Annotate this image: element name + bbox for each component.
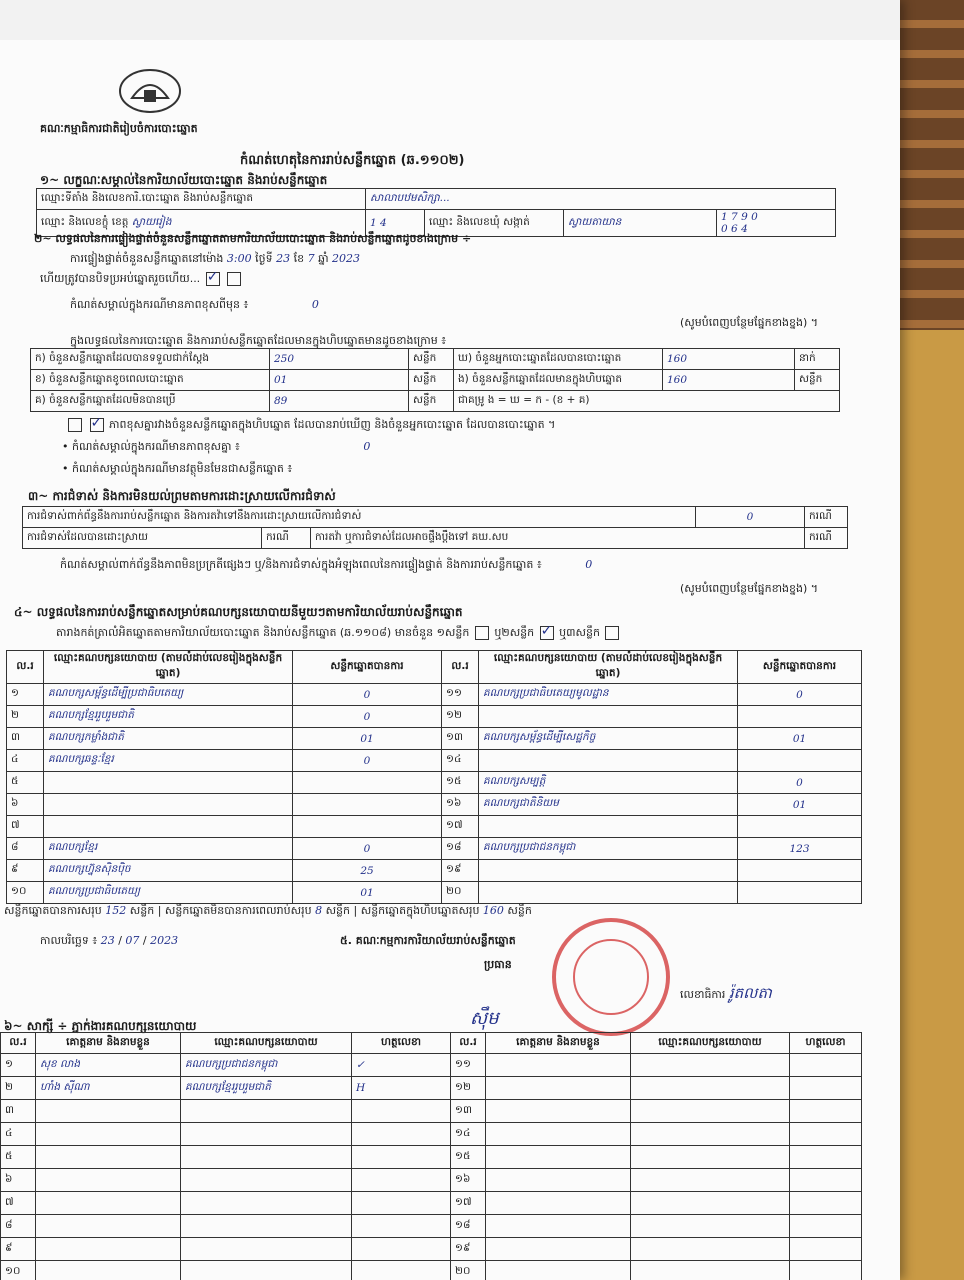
date-line: កាលបរិច្ឆេទ ៖ 23 / 07 / 2023 xyxy=(40,934,179,947)
party-name xyxy=(479,816,738,838)
spoiled-label: ខ) ចំនួនសន្លឹកឆ្នោតខូចពេលបោះឆ្នោត xyxy=(31,370,270,391)
witness-name xyxy=(36,1261,181,1280)
objection-row2: ការជំទាស់ដែលបានដោះស្រាយ xyxy=(23,528,262,549)
row-no: ១១ xyxy=(451,1054,486,1077)
party-results-table xyxy=(6,650,862,904)
chair-signature: ស៊ឹម xyxy=(470,1008,499,1029)
vote-count: 01 xyxy=(738,794,862,816)
witness-party xyxy=(631,1146,790,1169)
table-row xyxy=(7,882,862,904)
row-no: ៨ xyxy=(1,1215,36,1238)
section4-heading: ៤~ លទ្ធផលនៃការរាប់សន្លឹកឆ្នោតសម្រាប់គណបក្សនយោបាយនីមួយៗតាមការិយាល័យរាប់សន្លឹកឆ្នោត xyxy=(14,605,463,619)
party-name: គណបក្សខ្មែរ xyxy=(44,838,293,860)
month-value: 7 xyxy=(307,252,315,265)
col-no: ល.រ xyxy=(442,651,479,684)
party-name xyxy=(44,794,293,816)
witness-name xyxy=(486,1261,631,1280)
col-votes: សន្លឹកឆ្នោតបានការ xyxy=(738,651,862,684)
witness-party xyxy=(181,1169,352,1192)
in-box-label: ង) ចំនួនសន្លឹកឆ្នោតដែលមានក្នុងហិបឆ្នោត xyxy=(454,370,663,391)
party-name xyxy=(479,706,738,728)
total-valid: 152 xyxy=(105,904,127,917)
year-value: 2023 xyxy=(332,252,361,265)
witness-party: គណបក្សប្រជាជនកម្ពុជា xyxy=(181,1054,352,1077)
unit: សន្លឹក xyxy=(409,391,454,412)
witness-signature xyxy=(352,1100,451,1123)
checkbox-no[interactable] xyxy=(227,272,241,286)
vote-count: 0 xyxy=(293,838,442,860)
witness-signature xyxy=(790,1238,862,1261)
party-name: គណបក្សហ្វ៊ុនស៊ិនប៉ិច xyxy=(44,860,293,882)
party-name xyxy=(44,772,293,794)
row-no: ១៩ xyxy=(442,860,479,882)
unit: ករណី xyxy=(262,528,311,549)
witness-party xyxy=(181,1238,352,1261)
unit: នាក់ xyxy=(795,349,840,370)
unused-value: 89 xyxy=(270,391,409,412)
col-no: ល.រ xyxy=(451,1033,486,1054)
formula: ជាគម្រូ ង = ឃ = ក - (ខ + គ) xyxy=(454,391,840,412)
row-no: ៨ xyxy=(7,838,44,860)
province-code: 1 4 xyxy=(366,210,425,237)
row-no: ១២ xyxy=(442,706,479,728)
vote-count: 0 xyxy=(293,706,442,728)
province-value: ស្វាយរៀង xyxy=(131,215,172,228)
witness-name xyxy=(486,1123,631,1146)
section6-heading: ៦~ សាក្សី ÷ ភ្នាក់ងារគណបក្សនយោបាយ xyxy=(4,1019,197,1033)
province-label: ឈ្មោះ និងលេខក្ខុំ ខេត្ត ស្វាយរៀង xyxy=(37,210,366,237)
row-no: ៤ xyxy=(7,750,44,772)
witness-signature xyxy=(790,1169,862,1192)
witness-signature xyxy=(790,1054,862,1077)
paper-plastic-sleeve xyxy=(0,0,900,40)
witness-signature xyxy=(790,1123,862,1146)
row-no: ៣ xyxy=(7,728,44,750)
vote-count xyxy=(738,750,862,772)
witness-party xyxy=(631,1054,790,1077)
fill-hint-2: (សូមបំពេញបន្ថែមផ្នែកខាងខ្នង) ។ xyxy=(680,582,819,595)
col-sign: ហត្ថលេខា xyxy=(352,1033,451,1054)
witness-name xyxy=(36,1169,181,1192)
unused-label: គ) ចំនួនសន្លឹកឆ្នោតដែលមិនបានប្រើ xyxy=(31,391,270,412)
witness-name xyxy=(486,1077,631,1100)
witness-name xyxy=(486,1100,631,1123)
table-row xyxy=(1,1123,862,1146)
table-row xyxy=(1,1169,862,1192)
result-line: ✓ ភាពខុសគ្នារវាងចំនួនសន្លឹកឆ្នោតក្នុងហិបឆ្នោត ដែលបានរាប់ឃើញ និងចំនួនអ្នកបោះឆ្នោត ដែលបានបោះឆ្នោត ។ xyxy=(66,418,555,434)
table-row xyxy=(1,1192,862,1215)
unit: ករណី xyxy=(805,507,848,528)
station-value: សាលាបឋមសិក្សា... xyxy=(366,189,836,210)
commune-code: 1 7 9 0 0 6 4 xyxy=(717,210,836,237)
vote-count xyxy=(293,816,442,838)
row-no: ៣ xyxy=(1,1100,36,1123)
row-no: ៩ xyxy=(7,860,44,882)
witness-party xyxy=(631,1261,790,1280)
witness-name xyxy=(36,1123,181,1146)
witness-name: សុខ លាង xyxy=(36,1054,181,1077)
witness-name: ហាំង ស៊ីណា xyxy=(36,1077,181,1100)
col-votes: សន្លឹកឆ្នោតបានការ xyxy=(293,651,442,684)
witness-name xyxy=(36,1215,181,1238)
station-label: ឈ្មោះទីតាំង និងលេខការិ.បោះឆ្នោត និងរាប់សន្លឹកឆ្នោត xyxy=(37,189,366,210)
witness-name xyxy=(486,1146,631,1169)
witness-signature xyxy=(352,1238,451,1261)
witness-name xyxy=(486,1238,631,1261)
table-row xyxy=(1,1054,862,1077)
table-row xyxy=(1,1261,862,1280)
party-name: គណបក្សសម្បត្តិ xyxy=(479,772,738,794)
witness-signature xyxy=(790,1100,862,1123)
secretary-line: លេខាធិការ រ៉ូតលតា xyxy=(680,984,772,1002)
unit: សន្លឹក xyxy=(409,349,454,370)
vote-count: 01 xyxy=(738,728,862,750)
objection-row1: ការជំទាស់ពាក់ព័ន្ធនឹងការរាប់សន្លឹកឆ្នោត និងការតវ៉ាទៅនឹងការដោះស្រាយលើការជំទាស់ xyxy=(23,507,696,528)
spoiled-value: 01 xyxy=(270,370,409,391)
vote-count xyxy=(738,706,862,728)
party-name xyxy=(479,860,738,882)
row-no: ១៣ xyxy=(451,1100,486,1123)
witness-signature: H xyxy=(352,1077,451,1100)
row-no: ១៧ xyxy=(442,816,479,838)
witness-party xyxy=(181,1146,352,1169)
voters-value: 160 xyxy=(663,349,795,370)
witness-party xyxy=(631,1123,790,1146)
witness-signature xyxy=(790,1215,862,1238)
witness-party xyxy=(631,1192,790,1215)
unit: សន្លឹក xyxy=(409,370,454,391)
totals-line: សន្លឹកឆ្នោតបានការសរុប 152 សន្លឹក | សន្លឹកឆ្នោតមិនបានការពេលរាប់សរុប 8 សន្លឹក | សន្លឹកឆ្នោតក្នុងហិបឆ្នោតសរុប 160 សន្លឹក xyxy=(4,904,532,917)
ballot-count-table xyxy=(30,348,840,412)
vote-count: 0 xyxy=(738,772,862,794)
section1-table xyxy=(36,188,836,237)
row-no: ១៨ xyxy=(442,838,479,860)
witness-signature xyxy=(352,1146,451,1169)
party-name: គណបក្សកម្លាំងជាតិ xyxy=(44,728,293,750)
witness-name xyxy=(486,1169,631,1192)
row-no: ១៥ xyxy=(451,1146,486,1169)
row-no: ៧ xyxy=(7,816,44,838)
witness-party xyxy=(181,1192,352,1215)
table-row xyxy=(1,1100,862,1123)
party-name: គណបក្សឆន្ទៈខ្មែរ xyxy=(44,750,293,772)
seal-line: ហើយត្រូវបានបិទប្រអប់ឆ្នោតរួចហើយ... ✓ xyxy=(40,272,243,288)
row-no: ៥ xyxy=(7,772,44,794)
total-box: 160 xyxy=(482,904,504,917)
row-no: ១៧ xyxy=(451,1192,486,1215)
col-no: ល.រ xyxy=(1,1033,36,1054)
party-name: គណបក្សសម្ព័ន្ធដើម្បីប្រជាធិបតេយ្យ xyxy=(44,684,293,706)
row-no: ១ xyxy=(7,684,44,706)
difference-note: កំណត់សម្គាល់ក្នុងករណីមានភាពខុសពីមុន ៖ 0 xyxy=(70,298,319,311)
in-box-value: 160 xyxy=(663,370,795,391)
row-no: ១ xyxy=(1,1054,36,1077)
party-name: គណបក្សប្រជាធិបតេយ្យ xyxy=(44,882,293,904)
witness-party xyxy=(631,1169,790,1192)
party-name: គណបក្សប្រជាជនកម្ពុជា xyxy=(479,838,738,860)
witness-name xyxy=(486,1215,631,1238)
table-row xyxy=(1,1238,862,1261)
witness-signature xyxy=(352,1169,451,1192)
table-row xyxy=(7,816,862,838)
witness-signature xyxy=(790,1146,862,1169)
total-invalid: 8 xyxy=(315,904,323,917)
witness-signature xyxy=(790,1192,862,1215)
section2-heading: ២~ លទ្ធផលនៃការផ្ទៀងផ្ទាត់ចំនួនសន្លឹកឆ្នោតតាមការិយាល័យបោះឆ្នោត និងរាប់សន្លឹកឆ្នោតដូចខាងក្រោម ÷ xyxy=(34,232,472,245)
witness-party xyxy=(181,1261,352,1280)
witness-party xyxy=(631,1238,790,1261)
party-name: គណបក្សខ្មែររួបរួមជាតិ xyxy=(44,706,293,728)
row-no: ១២ xyxy=(451,1077,486,1100)
vote-count: 123 xyxy=(738,838,862,860)
table-row xyxy=(1,1077,862,1100)
nec-emblem-icon xyxy=(118,68,182,114)
row-no: ៦ xyxy=(1,1169,36,1192)
row-no: ៤ xyxy=(1,1123,36,1146)
commune-value: ស្វាយតាយាន xyxy=(564,210,717,237)
col-party: ឈ្មោះគណបក្សនយោបាយ (តាមលំដាប់លេខរៀងក្នុងសន្លឹកឆ្នោត) xyxy=(479,651,738,684)
committee-label: ៥. គណៈកម្មការការិយាល័យរាប់សន្លឹកឆ្នោត xyxy=(340,934,516,947)
objection-table xyxy=(22,506,848,549)
witness-signature: ✓ xyxy=(352,1054,451,1077)
row-no: ១៤ xyxy=(451,1123,486,1146)
checkbox-3pages[interactable] xyxy=(605,626,619,640)
vote-count xyxy=(738,816,862,838)
row-no: ៩ xyxy=(1,1238,36,1261)
party-name xyxy=(479,750,738,772)
witness-party xyxy=(181,1123,352,1146)
row-no: ២០ xyxy=(442,882,479,904)
vote-count: 0 xyxy=(293,750,442,772)
witness-name xyxy=(486,1054,631,1077)
witness-party xyxy=(181,1100,352,1123)
col-name: គោត្តនាម និងនាមខ្លួន xyxy=(486,1033,631,1054)
witness-signature xyxy=(790,1261,862,1280)
table-row xyxy=(7,860,862,882)
pages-line: តារាងកត់ត្រាលំអិតឆ្នោតតាមការិយាល័យបោះឆ្នោត និងរាប់សន្លឹកឆ្នោត (ឆ.១១០៨) មានចំនួន ១សន្លឹក ឬ២សន្លឹក ✓ ឬ៣សន្លឹក xyxy=(56,626,621,642)
col-no: ល.រ xyxy=(7,651,44,684)
row-no: ១៩ xyxy=(451,1238,486,1261)
irregularity-note: កំណត់សម្គាល់ពាក់ព័ន្ធនឹងភាពមិនប្រក្រតីផ្សេងៗ ឬ/និងការជំទាស់ក្នុងអំឡុងពេលនៃការផ្ទៀងផ្ទាត់ និងការរាប់សន្លឹកឆ្នោត ៖ 0 xyxy=(60,558,593,571)
checkbox-1page[interactable] xyxy=(475,626,489,640)
vote-count xyxy=(738,860,862,882)
witness-signature xyxy=(790,1077,862,1100)
received-label: ក) ចំនួនសន្លឹកឆ្នោតដែលបានទទួលជាក់ស្តែង xyxy=(31,349,270,370)
special-note-2: • កំណត់សម្គាល់ក្នុងករណីមានវត្ថុមិនមែនជាសន្លឹកឆ្នោត ៖ xyxy=(62,462,293,475)
witness-table xyxy=(0,1032,862,1280)
fill-hint-1: (សូមបំពេញបន្ថែមផ្នែកខាងខ្នង) ។ xyxy=(680,316,819,329)
checkbox-yes[interactable] xyxy=(206,272,220,286)
vote-count xyxy=(293,794,442,816)
row-no: ១៦ xyxy=(451,1169,486,1192)
party-name: គណបក្សប្រជាធិបតេយ្យមូលដ្ឋាន xyxy=(479,684,738,706)
witness-party xyxy=(631,1077,790,1100)
row-no: ២ xyxy=(7,706,44,728)
table-row xyxy=(7,750,862,772)
vote-count: 01 xyxy=(293,882,442,904)
checkbox-has[interactable] xyxy=(68,418,82,432)
col-party: ឈ្មោះគណបក្សនយោបាយ xyxy=(631,1033,790,1054)
row-no: ១៨ xyxy=(451,1215,486,1238)
witness-signature xyxy=(352,1123,451,1146)
commune-label: ឈ្មោះ និងលេខឃុំ សង្កាត់ xyxy=(425,210,564,237)
table-row xyxy=(7,794,862,816)
col-party: ឈ្មោះគណបក្សនយោបាយ xyxy=(181,1033,352,1054)
commission-label: គណៈកម្មាធិការជាតិរៀបចំការបោះឆ្នោត xyxy=(40,122,198,135)
unit: សន្លឹក xyxy=(795,370,840,391)
table-row xyxy=(7,706,862,728)
compare-text: ក្នុងលទ្ធផលនៃការបោះឆ្នោត និងការរាប់សន្លឹកឆ្នោតដែលមានក្នុងហិបឆ្នោតមានដូចខាងក្រោម ៖ xyxy=(70,334,447,347)
witness-name xyxy=(36,1192,181,1215)
day-value: 23 xyxy=(276,252,291,265)
witness-signature xyxy=(352,1261,451,1280)
witness-name xyxy=(486,1192,631,1215)
party-name xyxy=(479,882,738,904)
checkbox-none[interactable] xyxy=(90,418,104,432)
col-party: ឈ្មោះគណបក្សនយោបាយ (តាមលំដាប់លេខរៀងក្នុងសន្លឹកឆ្នោត) xyxy=(44,651,293,684)
objection-row2b: ការតវ៉ា ឬការជំទាស់ដែលអាចផ្ទឹងប្តឹងទៅ គឃ.សប xyxy=(311,528,805,549)
row-no: ១០ xyxy=(1,1261,36,1280)
form-title: កំណត់ហេតុនៃការរាប់សន្លឹកឆ្នោត (ឆ.១១០២) xyxy=(240,153,465,168)
vote-count: 0 xyxy=(738,684,862,706)
table-row xyxy=(1,1146,862,1169)
unit: ករណី xyxy=(805,528,848,549)
row-no: ២ xyxy=(1,1077,36,1100)
col-name: គោត្តនាម និងនាមខ្លួន xyxy=(36,1033,181,1054)
table-row xyxy=(7,728,862,750)
vote-count xyxy=(293,772,442,794)
official-red-stamp-icon xyxy=(552,918,670,1036)
vote-count: 0 xyxy=(293,684,442,706)
row-no: ២០ xyxy=(451,1261,486,1280)
witness-name xyxy=(36,1238,181,1261)
witness-name xyxy=(36,1100,181,1123)
time-value: 3:00 xyxy=(226,252,252,265)
party-name: គណបក្សជាតិនិយម xyxy=(479,794,738,816)
section1-heading: ១~ លក្ខណៈសម្គាល់នៃការិយាល័យបោះឆ្នោត និងរាប់សន្លឹកឆ្នោត xyxy=(40,173,328,187)
vote-count: 01 xyxy=(293,728,442,750)
row-no: ១៣ xyxy=(442,728,479,750)
special-note: • កំណត់សម្គាល់ក្នុងករណីមានភាពខុសគ្នា ៖ 0 xyxy=(62,440,371,453)
voters-label: ឃ) ចំនួនអ្នកបោះឆ្នោតដែលបានបោះឆ្នោត xyxy=(454,349,663,370)
witness-party xyxy=(631,1215,790,1238)
col-sign: ហត្ថលេខា xyxy=(790,1033,862,1054)
party-name xyxy=(44,816,293,838)
chair-label: ប្រធាន xyxy=(484,958,512,971)
table-row xyxy=(7,838,862,860)
row-no: ១០ xyxy=(7,882,44,904)
checkbox-2pages[interactable] xyxy=(540,626,554,640)
row-no: ១៦ xyxy=(442,794,479,816)
section3-heading: ៣~ ការជំទាស់ និងការមិនយល់ព្រមតាមការដោះស្រាយលើការជំទាស់ xyxy=(28,489,336,503)
row-no: ១៥ xyxy=(442,772,479,794)
witness-party xyxy=(631,1100,790,1123)
verification-time-line: ការផ្ទៀងផ្ទាត់ចំនួនសន្លឹកឆ្នោតនៅម៉ោង 3:00 ថ្ងៃទី 23 ខែ 7 ឆ្នាំ 2023 xyxy=(70,252,361,265)
witness-name xyxy=(36,1146,181,1169)
witness-signature xyxy=(352,1215,451,1238)
received-value: 250 xyxy=(270,349,409,370)
table-row xyxy=(7,684,862,706)
row-no: ៧ xyxy=(1,1192,36,1215)
row-no: ១៤ xyxy=(442,750,479,772)
witness-party: គណបក្សខ្មែររួបរួមជាតិ xyxy=(181,1077,352,1100)
witness-party xyxy=(181,1215,352,1238)
table-row xyxy=(7,772,862,794)
party-name: គណបក្សសម្ព័ន្ធដើម្បីសេដ្ឋកិច្ច xyxy=(479,728,738,750)
secretary-signature: រ៉ូតលតា xyxy=(728,984,772,1002)
vote-count: 25 xyxy=(293,860,442,882)
vote-count xyxy=(738,882,862,904)
row-no: ៦ xyxy=(7,794,44,816)
objection-row1-value: 0 xyxy=(696,507,805,528)
row-no: ១១ xyxy=(442,684,479,706)
witness-signature xyxy=(352,1192,451,1215)
table-row xyxy=(1,1215,862,1238)
row-no: ៥ xyxy=(1,1146,36,1169)
